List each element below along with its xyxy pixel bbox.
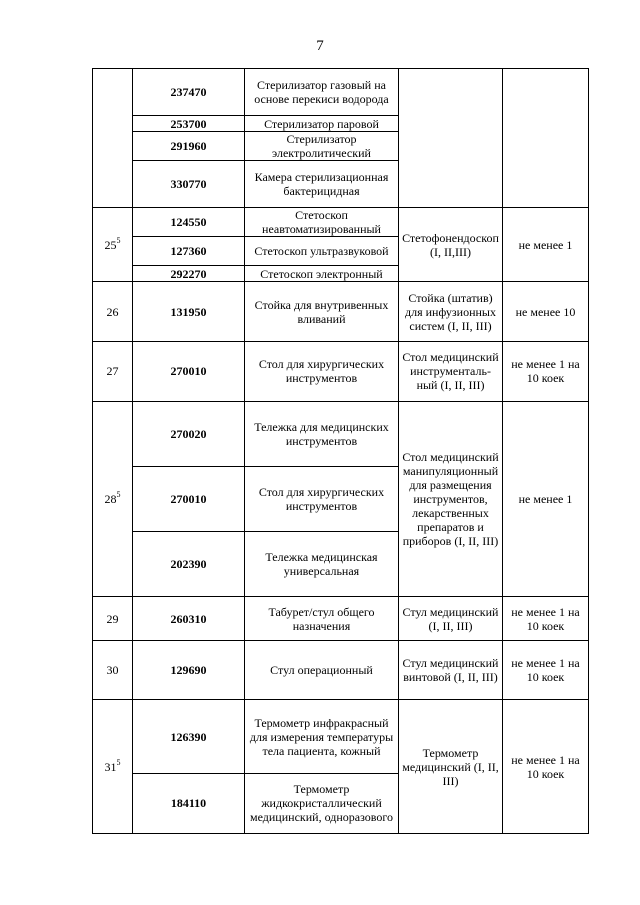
code-cell: 184110 [133, 773, 245, 833]
equipment-name-cell: Стерилизатор газовый на основе перекиси водорода [245, 69, 399, 116]
code-cell: 202390 [133, 532, 245, 597]
item-number-cell: 26 [93, 282, 133, 341]
code-cell: 131950 [133, 282, 245, 341]
equipment-name-cell: Стойка для внутривенных вливаний [245, 282, 399, 341]
code-cell: 127360 [133, 237, 245, 266]
quantity-cell: не менее 1 на 10 коек [503, 641, 589, 700]
code-cell: 292270 [133, 266, 245, 282]
equipment-name-cell: Стетоскоп электронный [245, 266, 399, 282]
equipment-name-cell: Камера стерилизационная бактерицидная [245, 161, 399, 208]
equipment-table [92, 68, 589, 834]
quantity-cell: не менее 10 [503, 282, 589, 341]
table-row [93, 282, 589, 341]
table-row [93, 69, 589, 116]
equipment-name-cell: Стол для хирургических инструментов [245, 466, 399, 531]
quantity-cell: не менее 1 на 10 коек [503, 700, 589, 834]
equipment-type-cell: Стетофонендоскоп (I, II,III) [399, 208, 503, 282]
item-number-cell: $25^5$ [93, 208, 133, 282]
code-cell: 129690 [133, 641, 245, 700]
quantity-cell: не менее 1 на 10 коек [503, 341, 589, 401]
code-cell: 270020 [133, 401, 245, 466]
page-number: 7 [316, 38, 324, 54]
equipment-type-cell: Стул медицинский (I, II, III) [399, 597, 503, 641]
code-cell: 126390 [133, 700, 245, 773]
item-number-cell: $28^5$ [93, 401, 133, 596]
table-row [93, 597, 589, 641]
item-number-cell: $31^5$ [93, 700, 133, 834]
code-cell: 124550 [133, 208, 245, 237]
quantity-cell: не менее 1 на 10 коек [503, 597, 589, 641]
equipment-type-cell: Стул медицинский винтовой (I, II, III) [399, 641, 503, 700]
code-cell: 270010 [133, 466, 245, 531]
equipment-name-cell: Стерилизатор паровой [245, 116, 399, 132]
equipment-name-cell: Стетоскоп неавтоматизированный [245, 208, 399, 237]
equipment-name-cell: Тележка для медицинских инструментов [245, 401, 399, 466]
equipment-name-cell: Стул операционный [245, 641, 399, 700]
equipment-type-cell: Стол медицинский манипуляционный для размещения инструментов, лекарственных препаратов и приборов (I, II, III) [399, 401, 503, 596]
code-cell: 270010 [133, 341, 245, 401]
equipment-type-cell [399, 69, 503, 208]
table-row [93, 401, 589, 466]
item-number-cell [93, 69, 133, 208]
code-cell: 260310 [133, 597, 245, 641]
item-number-cell: 30 [93, 641, 133, 700]
quantity-cell: не менее 1 [503, 401, 589, 596]
table-row [93, 641, 589, 700]
item-number-cell: 27 [93, 341, 133, 401]
quantity-cell [503, 69, 589, 208]
equipment-type-cell: Термометр медицинский (I, II, III) [399, 700, 503, 834]
equipment-name-cell: Стерилизатор электролитический [245, 132, 399, 161]
code-cell: 237470 [133, 69, 245, 116]
item-number-cell: 29 [93, 597, 133, 641]
equipment-name-cell: Термометр жидкокристаллический медицинский, одноразового [245, 773, 399, 833]
equipment-name-cell: Стол для хирургических инструментов [245, 341, 399, 401]
equipment-name-cell: Табурет/стул общего назначения [245, 597, 399, 641]
equipment-name-cell: Тележка медицинская универсальная [245, 532, 399, 597]
equipment-type-cell: Стойка (штатив) для инфузионных систем (I, II, III) [399, 282, 503, 341]
equipment-name-cell: Стетоскоп ультразвуковой [245, 237, 399, 266]
table-row [93, 341, 589, 401]
code-cell: 253700 [133, 116, 245, 132]
table-row [93, 208, 589, 237]
equipment-name-cell: Термометр инфракрасный для измерения температуры тела пациента, кожный [245, 700, 399, 773]
quantity-cell: не менее 1 [503, 208, 589, 282]
code-cell: 330770 [133, 161, 245, 208]
code-cell: 291960 [133, 132, 245, 161]
table-row [93, 700, 589, 773]
equipment-type-cell: Стол медицинский инструментальный (I, II, III) [399, 341, 503, 401]
